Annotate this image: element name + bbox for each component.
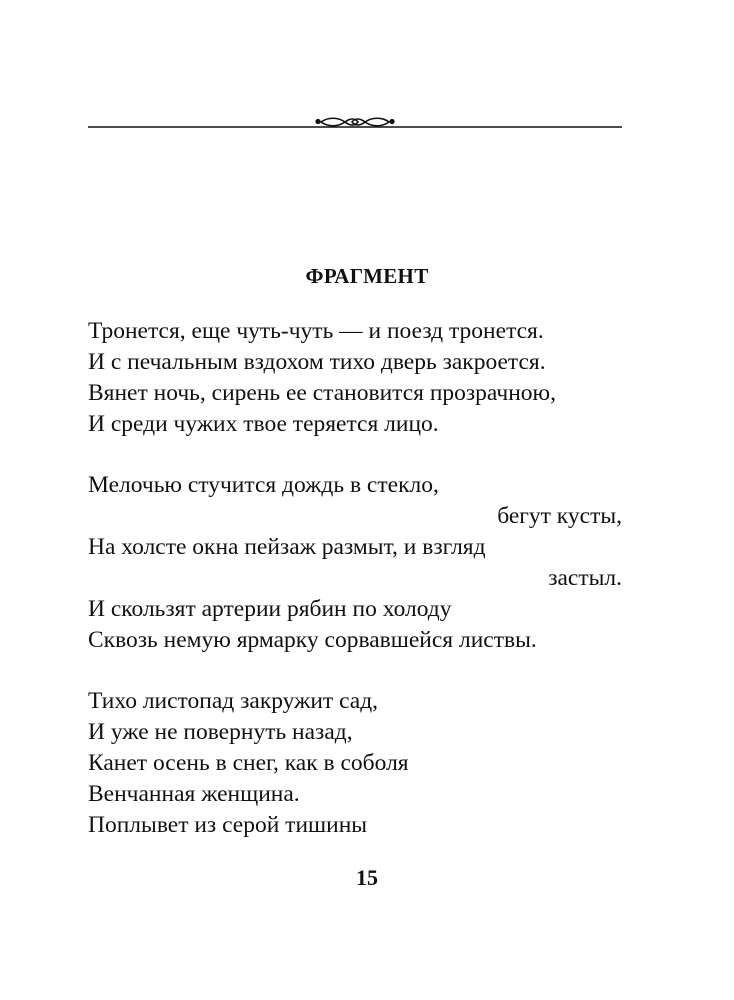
- stanza-3: [88, 686, 622, 841]
- poem-line: Тронется, еще чуть-чуть — и поезд тронется.: [88, 318, 544, 344]
- poem-line: Вянет ночь, сирень ее становится прозрачною,: [88, 380, 556, 406]
- poem-line-continuation: застыл.: [548, 565, 622, 591]
- stanza-divider: [88, 440, 622, 470]
- stanza-2: [88, 470, 622, 656]
- poem-line: И уже не повернуть назад,: [88, 719, 353, 745]
- poem-line: Канет осень в снег, как в соболя: [88, 750, 409, 776]
- poem-line: Венчанная женщина.: [88, 781, 300, 807]
- header-flourish-ornament: [88, 104, 622, 136]
- poem-line: Тихо листопад закружит сад,: [88, 688, 379, 714]
- poem-line-continuation: бегут кусты,: [497, 503, 622, 529]
- poem-line: И среди чужих твое теряется лицо.: [88, 411, 439, 437]
- poem-line: На холсте окна пейзаж размыт, и взгляд: [88, 534, 486, 560]
- flourish-dot-left: [315, 119, 320, 124]
- poem-line: И скользят артерии рябин по холоду: [88, 596, 452, 622]
- poem-line: Сквозь немую ярмарку сорвавшейся листвы.: [88, 627, 537, 653]
- poem-body: [88, 316, 622, 841]
- page-number: 15: [356, 865, 378, 890]
- stanza-1: [88, 316, 622, 440]
- poem-line: И с печальным вздохом тихо дверь закроется.: [88, 349, 546, 375]
- poem-title: ФРАГМЕНТ: [305, 264, 429, 288]
- flourish-dot-right: [389, 119, 394, 124]
- poem-line: Поплывет из серой тишины: [88, 812, 368, 838]
- stanza-divider: [88, 656, 622, 686]
- flourish-icon: [321, 118, 389, 126]
- poem-line: Мелочью стучится дождь в стекло,: [88, 472, 439, 498]
